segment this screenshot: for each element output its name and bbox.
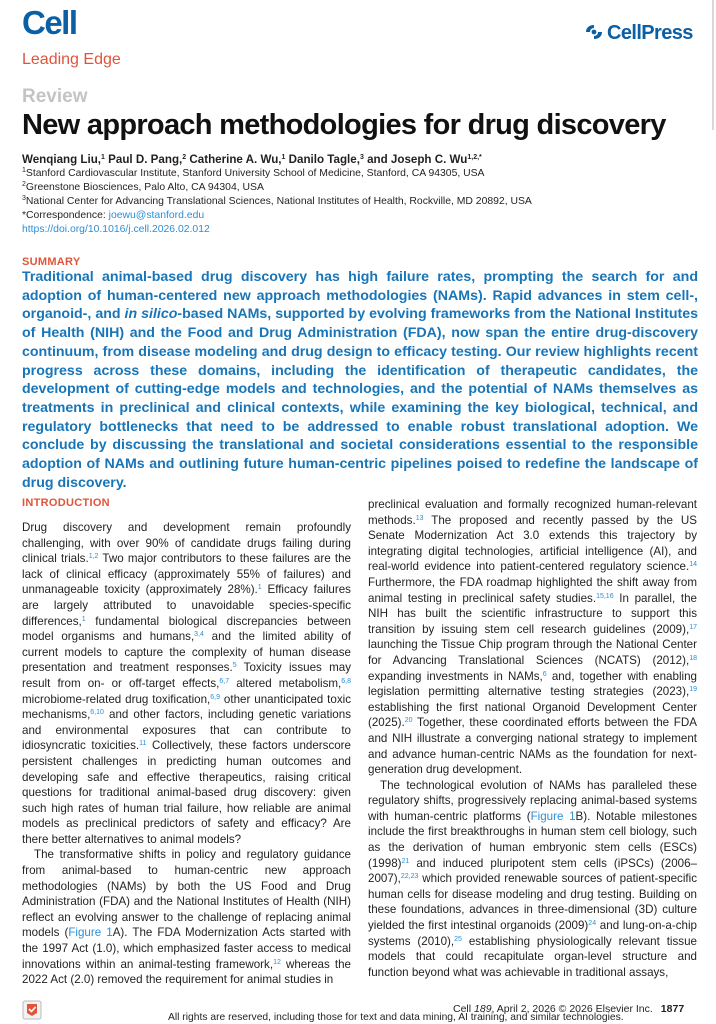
author-list <box>22 153 482 167</box>
article-type: Review <box>22 86 88 107</box>
reference-citation[interactable]: 20 <box>404 717 413 725</box>
citation-volume: 189 <box>474 1003 492 1015</box>
article-title: New approach methodologies for drug discovery <box>22 109 666 141</box>
correspondence <box>22 209 204 222</box>
author-affiliation-ref: 3 <box>359 154 364 161</box>
reference-citation[interactable]: 6 <box>542 670 547 678</box>
introduction-heading: INTRODUCTION <box>22 497 110 509</box>
doi-link[interactable]: https://doi.org/10.1016/j.cell.2026.02.012 <box>22 224 210 235</box>
cellpress-logo-icon <box>585 23 603 41</box>
intro-paragraph: The technological evolution of NAMs has paralleled these regulatory shifts, progressively replacing animal-based systems with human-centric platforms (Figure 1B). Notable milestones include the first breakthroughs in human stem cell biology, such as the derivation of human embryonic stem cells (ESCs) $(1998)^{21}$ and induced pluripotent stem cells (iPSCs) (2006–2007),$^{22,23}$ which provided renewable sources of patient-specific human cells for disease modeling and drug testing. Building on these foundations, advances in three-dimensional (3D) culture yielded the first intestinal organoids $(2009)^{24}$ and lung-on-a-chip systems (2010),$^{25}$ establishing physiologically relevant tissue models that could recapitulate organ-level structure and function beyond what was achievable in traditional assays, <box>368 778 697 979</box>
affiliation-number: 1 <box>22 167 26 174</box>
citation-journal: Cell <box>453 1003 475 1015</box>
summary-text <box>22 268 698 492</box>
author-affiliation-ref: 1,2,* <box>467 154 482 161</box>
reference-citation[interactable]: 3,4 <box>194 631 204 639</box>
reference-citation[interactable]: 6,10 <box>90 709 104 717</box>
reference-citation[interactable]: 1 <box>257 584 262 592</box>
reference-citation[interactable]: 15,16 <box>596 592 614 600</box>
affiliation-text: Greenstone Biosciences, Palo Alto, CA 94304, USA <box>25 182 264 193</box>
reference-citation[interactable]: 25 <box>454 935 462 943</box>
reference-citation[interactable]: 21 <box>401 857 410 865</box>
reference-citation[interactable]: 11 <box>139 740 147 748</box>
affiliation <box>22 181 264 194</box>
author-affiliation-ref: 2 <box>182 154 187 161</box>
check-for-updates-icon[interactable] <box>22 1000 42 1020</box>
left-text-column <box>22 520 351 994</box>
reference-citation[interactable]: 1,2 <box>88 553 99 561</box>
figure-link[interactable]: Figure 1 <box>530 809 576 823</box>
right-text-column <box>368 497 697 994</box>
correspondence-label: *Correspondence: <box>22 210 109 221</box>
intro-paragraph-continued: preclinical evaluation and formally recognized human-relevant methods.$^{13}$ The proposed and recently passed by the US Senate Modernization Act 3.0 extends this trajectory by integrating digital technologies, artificial intelligence (AI), and real-world evidence into patient-centered regulatory science.$^{14}$ Furthermore, the FDA roadmap highlighted the shift away from animal testing in preclinical safety studies.$^{15,16}$ In parallel, the NIH has built the scientific infrastructure to support this transition by issuing stem cell research guidelines (2009),$^{17}$ launching the Tissue Chip program through the National Center for Advancing Translational Sciences (NCATS) (2012),$^{18}$ expanding investments in NAMs,$^6$ and, together with enabling legislation permitting alternative testing strategies (2023),$^{19}$ establishing the first national Organoid Development Center (2025).$^{20}$ Together, these coordinated efforts between the FDA and NIH illustrate a converging national strategy to implement and advance human-centric NAMs as the foundation for next-generation drug development. <box>368 498 697 777</box>
author-name: Danilo Tagle, <box>288 153 360 166</box>
reference-citation[interactable]: 24 <box>588 920 597 928</box>
author-name: Wenqiang Liu, <box>22 153 102 166</box>
summary-italic-term: in silico <box>124 306 178 323</box>
affiliation <box>22 195 532 208</box>
figure-link[interactable]: Figure 1 <box>68 926 113 940</box>
affiliation-text: Stanford Cardiovascular Institute, Stanford University School of Medicine, Stanford, CA 94305, USA <box>25 168 485 179</box>
author-name: and Joseph C. Wu <box>367 153 468 166</box>
publisher-name: CellPress <box>607 22 693 44</box>
author-affiliation-ref: 1 <box>101 154 105 161</box>
author-affiliation-ref: 1 <box>281 154 286 161</box>
reference-citation[interactable]: 17 <box>689 623 697 631</box>
author-name: Paul D. Pang, <box>108 153 183 166</box>
page-number: 1877 <box>660 1003 685 1015</box>
reference-citation[interactable]: 22,23 <box>400 873 419 881</box>
intro-paragraph: The transformative shifts in policy and regulatory guidance from animal-based to human-centric new approach methodologies (NAMs) by both the US Food and Drug Administration (FDA) and the National Institutes of Health (NIH) reflect an evolving answer to the challenge of replacing animal models (Figure 1A). The FDA Modernization Acts started with the 1997 Act (1.0), which emphasized faster access to medical innovations within an animal-testing framework,$^{12}$ whereas the 2022 Act (2.0) removed the requirement for animal studies in <box>22 848 351 987</box>
page-edge-bar <box>712 0 714 130</box>
summary-text-part: Traditional animal-based drug discovery has high failure rates, prompting the search for and adoption of human-centered new approach methodologies (NAMs). Rapid advances in stem cell-, organoid-, and <box>22 269 698 323</box>
intro-paragraph: Drug discovery and development remain profoundly challenging, with over 90% of candidate drugs failing during clinical trials.$^{1,2}$ Two major contributors to these failures are the lack of clinical efficacy (approximately 55% of failures) and unmanageable toxicity (approximately 28%).$^1$ Efficacy failures are largely attributed to unavoidable species-specific differences,$^1$ fundamental biological discrepancies between model organisms and humans,$^{3,4}$ and the limited ability of current models to capture the complexity of human disease presentation and treatment responses.$^5$ Toxicity issues may result from on- or off-target effects,$^{6,7}$ altered metabolism,$^{6,8}$ microbiome-related drug toxification,$^{6,9}$ other unanticipated toxic mechanisms,$^{6,10}$ and other factors, including genetic variations and environmental exposures that can contribute to idiosyncratic toxicities.$^{11}$ Collectively, these factors underscore persistent challenges in predicting human outcomes and developing safe and effective therapeutics, raising critical questions for traditional animal-based drug discovery: given such high rates of human trial failure, how reliable are animal models as preclinical predictors of safety and efficacy? Are there better alternatives to animal models? <box>22 521 351 846</box>
section-tag: Leading Edge <box>22 51 121 68</box>
reference-citation[interactable]: 18 <box>689 654 697 662</box>
reference-citation[interactable]: 14 <box>689 561 697 569</box>
reference-citation[interactable]: 6,8 <box>341 677 351 685</box>
footer-rights: All rights are reserved, including those for text and data mining, AI training, and similar technologies. <box>168 1012 624 1023</box>
publisher-logo[interactable] <box>585 22 693 44</box>
correspondence-email-link[interactable]: joewu@stanford.edu <box>108 210 205 221</box>
reference-citation[interactable]: 1 <box>81 615 86 623</box>
reference-citation[interactable]: 12 <box>273 958 281 966</box>
reference-citation[interactable]: 19 <box>689 686 697 694</box>
affiliation <box>22 167 484 180</box>
affiliation-text: National Center for Advancing Translational Sciences, National Institutes of Health, Rockville, MD 20892, USA <box>25 196 532 207</box>
author-name: Catherine A. Wu, <box>189 153 282 166</box>
summary-heading: SUMMARY <box>22 256 81 268</box>
reference-citation[interactable]: 13 <box>415 514 424 522</box>
affiliation-number: 2 <box>22 181 26 188</box>
reference-citation[interactable]: 6,9 <box>210 693 220 701</box>
summary-text-part: -based NAMs, supported by evolving frameworks from the National Institutes of Health (NIH) and the Food and Drug Administration (FDA), now span the entire drug-discovery continuum, from disease modeling and drug design to efficacy testing. Our review highlights recent progress across these domains, including the identification of therapeutic candidates, the development of cutting-edge models and technologies, and the potential of NAMs themselves as treatments in preclinical and clinical contexts, while examining the key biological, technical, and regulatory bottlenecks that need to be addressed to enable robust translational adoption. We conclude by discussing the translational and societal considerations essential to the responsible adoption of NAMs and outlining future human-centric pipelines poised to redefine the landscape of drug discovery. <box>22 306 698 491</box>
journal-name: Cell <box>22 4 77 41</box>
reference-citation[interactable]: 6,7 <box>219 677 230 685</box>
affiliation-number: 3 <box>22 195 26 202</box>
reference-citation[interactable]: 5 <box>232 662 237 670</box>
citation-details: , April 2, 2026 © 2026 Elsevier Inc. <box>491 1003 653 1015</box>
